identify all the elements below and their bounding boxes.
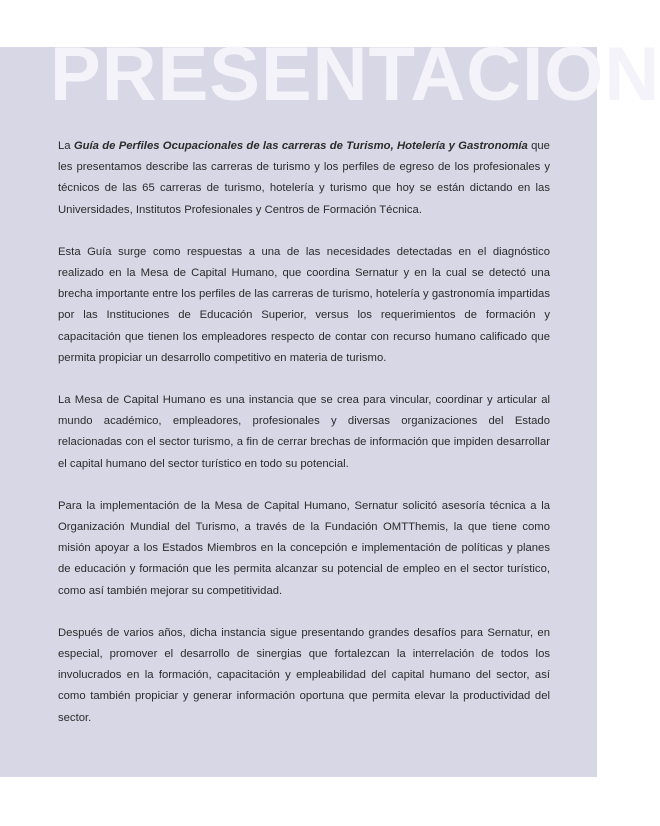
intro-rest: que les presentamos describe las carreras de turismo y los perfiles de egreso de los profesionales y técnicos de las 65 carreras de turismo, hotelería y turismo que hoy se están dictando en las Universidades, Institutos Profesionales y Centros de Formación Técnica.: [58, 140, 550, 216]
paragraph-intro: [58, 136, 550, 221]
presentation-body: [58, 136, 550, 750]
intro-lead: La: [58, 140, 74, 152]
paragraph-implementation: Para la implementación de la Mesa de Capital Humano, Sernatur solicitó asesoría técnica a la Organización Mundial del Turismo, a través de la Fundación OMTThemis, la que tiene como misión apoyar a los Estados Miembros en la concepción e implementación de políticas y planes de educación y formación que les permita alcanzar su potencial de empleo en el sector turístico, como así también mejorar su competitividad.: [58, 499, 550, 597]
section-title-watermark: PRESENTACION: [50, 32, 660, 117]
paragraph-challenges: Después de varios años, dicha instancia sigue presentando grandes desafíos para Sernatur, en especial, promover el desarrollo de sinergias que fortalezcan la interrelación de todos los involucrados en la formación, capacitación y empleabilidad del capital humano del sector, así como también propiciar y generar información oportuna que permita elevar la productividad del sector.: [58, 626, 550, 724]
paragraph-origin: Esta Guía surge como respuestas a una de las necesidades detectadas en el diagnóstico realizado en la Mesa de Capital Humano, que coordina Sernatur y en la cual se detectó una brecha importante entre los perfiles de las carreras de turismo, hotelería y gastronomía impartidas por las Instituciones de Educación Superior, versus los requerimientos de formación y capacitación que tienen los empleadores respecto de contar con recurso humano calificado que permita propiciar un desarrollo competitivo en materia de turismo.: [58, 245, 550, 364]
paragraph-mesa: La Mesa de Capital Humano es una instancia que se crea para vincular, coordinar y articular al mundo académico, empleadores, profesionales y diversas organizaciones del Estado relacionadas con el sector turismo, a fin de cerrar brechas de información que impiden desarrollar el capital humano del sector turístico en todo su potencial.: [58, 394, 550, 470]
guide-title: Guía de Perfiles Ocupacionales de las carreras de Turismo, Hotelería y Gastronomía: [73, 140, 528, 152]
